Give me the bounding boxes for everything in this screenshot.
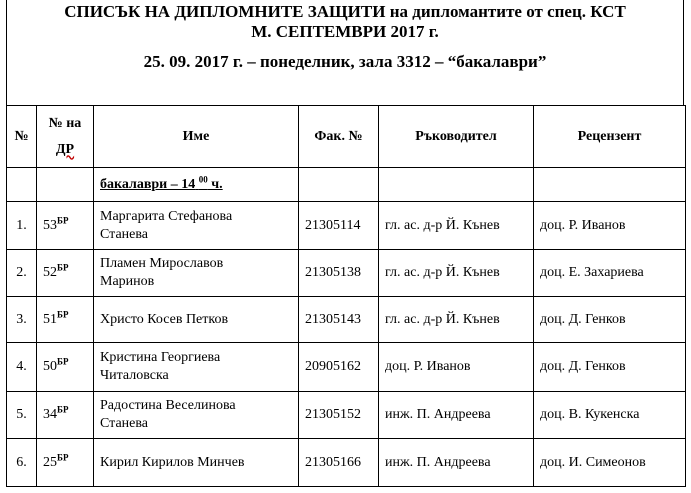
student-name-line1: Пламен Мирославов bbox=[100, 256, 224, 271]
section-empty-cell bbox=[534, 168, 686, 202]
faculty-number: 21305143 bbox=[299, 297, 379, 343]
student-name bbox=[94, 250, 299, 297]
faculty-number: 20905162 bbox=[299, 343, 379, 392]
section-empty-cell bbox=[37, 168, 94, 202]
reviewer: доц. И. Симеонов bbox=[534, 439, 686, 487]
reviewer: доц. В. Кукенска bbox=[534, 392, 686, 439]
section-empty-cell bbox=[299, 168, 379, 202]
student-name bbox=[94, 439, 299, 487]
thesis-number-cell bbox=[37, 439, 94, 487]
thesis-number: 51 bbox=[43, 311, 57, 327]
student-name-line2: Читаловска bbox=[100, 368, 169, 383]
section-label-text: бакалаври – 14 bbox=[100, 176, 196, 192]
thesis-number-suffix: БР bbox=[57, 356, 69, 367]
student-name-line1: Кристина Георгиева bbox=[100, 350, 221, 365]
thesis-number: 53 bbox=[43, 217, 57, 233]
row-number: 5. bbox=[7, 392, 37, 439]
document-date-line: 25. 09. 2017 г. – понеделник, зала 3312 – “бакалаври” bbox=[143, 52, 547, 71]
student-name bbox=[94, 343, 299, 392]
row-number: 4. bbox=[7, 343, 37, 392]
thesis-number-cell bbox=[37, 250, 94, 297]
student-name bbox=[94, 392, 299, 439]
section-label-cell bbox=[94, 168, 299, 202]
row-number: 1. bbox=[7, 202, 37, 250]
thesis-number-suffix: БР bbox=[57, 404, 69, 415]
row-number: 2. bbox=[7, 250, 37, 297]
reviewer: доц. Д. Генков bbox=[534, 343, 686, 392]
thesis-number: 52 bbox=[43, 265, 57, 280]
thesis-number-cell bbox=[37, 343, 94, 392]
student-name-line1: Кирил Кирилов Минчев bbox=[100, 454, 245, 470]
table-row bbox=[7, 439, 686, 487]
section-empty-cell bbox=[379, 168, 534, 202]
student-name-line2: Маринов bbox=[100, 274, 155, 289]
reviewer: доц. Р. Иванов bbox=[534, 202, 686, 250]
thesis-number-cell bbox=[37, 202, 94, 250]
thesis-number-cell bbox=[37, 297, 94, 343]
thesis-number-suffix: БР bbox=[57, 262, 69, 273]
section-time-superscript: 00 bbox=[198, 173, 208, 184]
header-faculty-number: Фак. № bbox=[299, 106, 379, 168]
student-name-line1: Христо Косев Петков bbox=[100, 311, 229, 327]
row-number: 6. bbox=[7, 439, 37, 487]
header-thesis-number-line2: ДР bbox=[55, 141, 75, 157]
header-thesis-number-line1: № на bbox=[48, 115, 82, 131]
reviewer: доц. Е. Захариева bbox=[534, 250, 686, 297]
faculty-number: 21305166 bbox=[299, 439, 379, 487]
document-session: М. СЕПТЕМВРИ 2017 г. bbox=[251, 22, 439, 41]
faculty-number: 21305152 bbox=[299, 392, 379, 439]
section-label bbox=[100, 173, 223, 192]
thesis-number-suffix: БР bbox=[57, 451, 69, 462]
section-empty-cell bbox=[7, 168, 37, 202]
faculty-number: 21305114 bbox=[299, 202, 379, 250]
supervisor: инж. П. Андреева bbox=[379, 439, 534, 487]
header-number: № bbox=[7, 106, 37, 168]
student-name bbox=[94, 202, 299, 250]
student-name bbox=[94, 297, 299, 343]
faculty-number: 21305138 bbox=[299, 250, 379, 297]
thesis-number-suffix: БР bbox=[57, 214, 69, 225]
supervisor: инж. П. Андреева bbox=[379, 392, 534, 439]
table-row bbox=[7, 392, 686, 439]
supervisor: гл. ас. д-р Й. Кънев bbox=[379, 250, 534, 297]
supervisor: доц. Р. Иванов bbox=[379, 343, 534, 392]
header-reviewer: Рецензент bbox=[534, 106, 686, 168]
document-title: СПИСЪК НА ДИПЛОМНИТЕ ЗАЩИТИ на дипломантите от спец. КСТ bbox=[64, 2, 626, 21]
supervisor: гл. ас. д-р Й. Кънев bbox=[379, 202, 534, 250]
student-name-line2: Станева bbox=[100, 416, 149, 431]
student-name-line2: Станева bbox=[100, 226, 149, 242]
table-header-row bbox=[7, 106, 686, 168]
header-supervisor: Ръководител bbox=[379, 106, 534, 168]
thesis-number: 25 bbox=[43, 454, 57, 470]
table-row bbox=[7, 202, 686, 250]
section-row bbox=[7, 168, 686, 202]
table-row bbox=[7, 297, 686, 343]
defense-schedule-table bbox=[6, 105, 686, 487]
reviewer: доц. Д. Генков bbox=[534, 297, 686, 343]
table-row bbox=[7, 250, 686, 297]
thesis-number: 34 bbox=[43, 407, 57, 422]
thesis-number-cell bbox=[37, 392, 94, 439]
student-name-line1: Радостина Веселинова bbox=[100, 398, 236, 413]
thesis-number-suffix: БР bbox=[57, 308, 69, 319]
section-label-suffix: ч. bbox=[207, 176, 223, 192]
table-row bbox=[7, 343, 686, 392]
student-name-line1: Маргарита Стефанова bbox=[100, 208, 233, 224]
header-thesis-number bbox=[37, 106, 94, 168]
header-name: Име bbox=[94, 106, 299, 168]
thesis-number: 50 bbox=[43, 359, 57, 374]
supervisor: гл. ас. д-р Й. Кънев bbox=[379, 297, 534, 343]
row-number: 3. bbox=[7, 297, 37, 343]
